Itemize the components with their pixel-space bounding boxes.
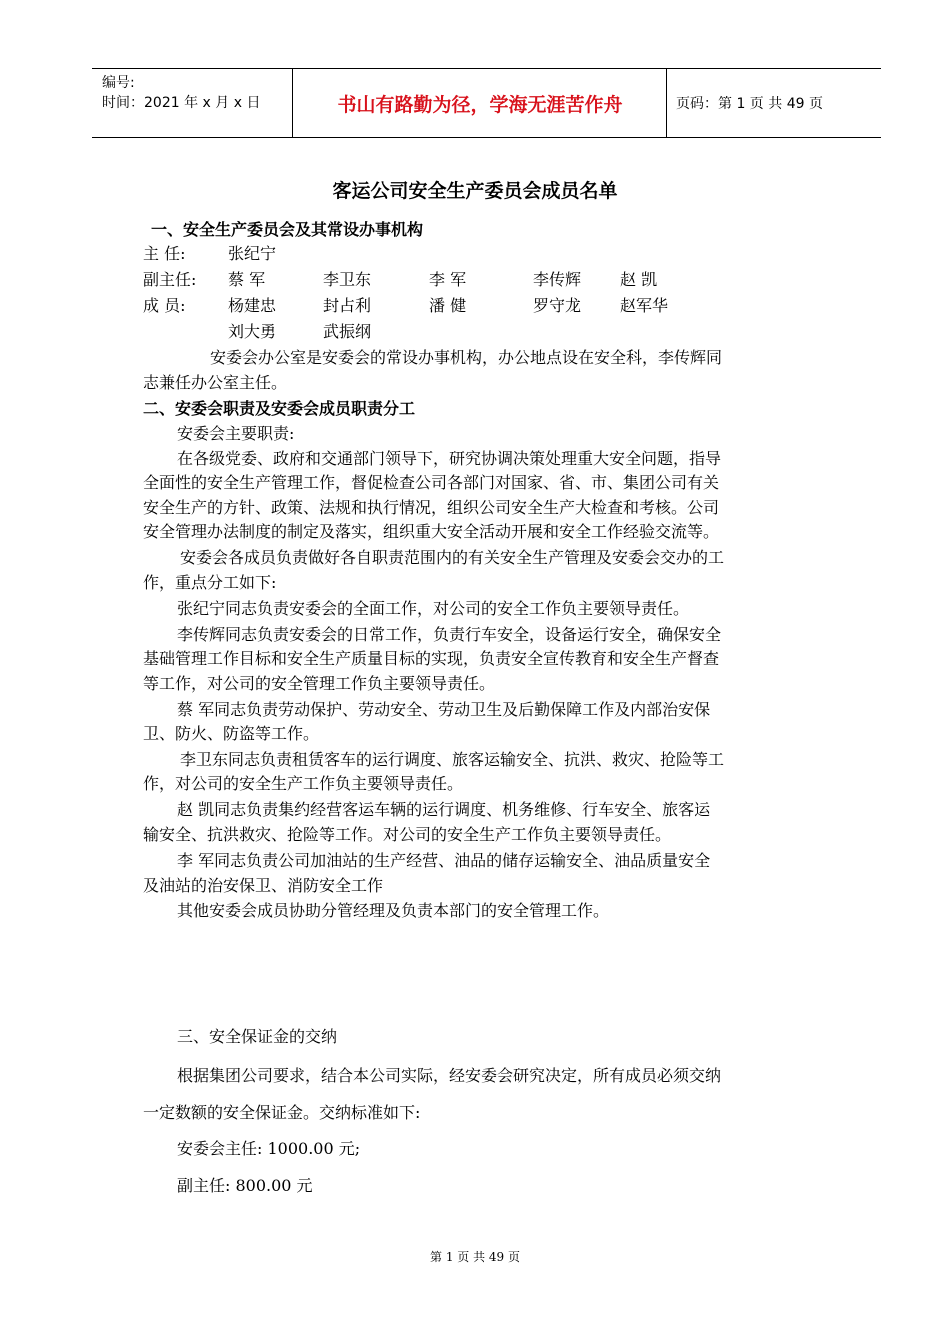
director-name: 张纪宁 [228,244,277,263]
body-line: 安委会办公室是安委会的常设办事机构，办公地点设在安全科，李传辉同 [210,348,723,367]
body-line: 输安全、抗洪救灾、抢险等工作。对公司的安全生产工作负主要领导责任。 [143,825,672,844]
body-line: 一定数额的安全保证金。交纳标准如下: [143,1103,421,1122]
body-line: 李 军同志负责公司加油站的生产经营、油品的储存运输安全、油品质量安全 [177,851,711,870]
deputy-name: 李传辉 [533,270,582,289]
code-label: 编号: [102,75,135,91]
body-line: 卫、防火、防盗等工作。 [143,724,320,743]
deputy-name: 李卫东 [323,270,372,289]
header-divider [292,69,293,137]
member-name: 刘大勇 [228,322,277,341]
body-line: 根据集团公司要求，结合本公司实际，经安委会研究决定，所有成员必须交纳 [177,1066,722,1085]
body-line: 等工作，对公司的安全管理工作负主要领导责任。 [143,674,496,693]
body-line: 作，重点分工如下: [143,573,277,592]
member-name: 杨建忠 [228,296,277,315]
section3-heading: 三、安全保证金的交纳 [177,1027,338,1046]
header-motto: 书山有路勤为径，学海无涯苦作舟 [337,93,623,116]
member-name: 赵军华 [620,296,669,315]
deputy-label: 副主任: [143,270,197,289]
body-line: 赵 凯同志负责集约经营客运车辆的运行调度、机务维修、行车安全、旅客运 [177,800,711,819]
section2-heading: 二、安委会职责及安委会成员职责分工 [143,399,416,418]
member-name: 潘 健 [429,296,467,315]
body-line: 其他安委会成员协助分管经理及负责本部门的安全管理工作。 [177,901,610,920]
body-line: 全面性的安全生产管理工作，督促检查公司各部门对国家、省、市、集团公司有关 [143,473,720,492]
header-page-info: 页码：第 1 页 共 49 页 [676,96,823,112]
body-line: 安委会各成员负责做好各自职责范围内的有关安全生产管理及安委会交办的工 [180,548,725,567]
body-line: 安委会主要职责: [177,424,295,443]
body-line: 张纪宁同志负责安委会的全面工作，对公司的安全工作负主要领导责任。 [177,599,690,618]
members-label: 成 员: [143,296,186,315]
body-line: 安委会主任: 1000.00 元; [177,1139,361,1158]
director-label: 主 任: [143,244,186,263]
page-header [92,68,881,138]
body-line: 安全管理办法制度的制定及落实，组织重大安全活动开展和安全工作经验交流等。 [143,522,720,541]
deputy-name: 赵 凯 [620,270,658,289]
body-line: 安全生产的方针、政策、法规和执行情况，组织公司安全生产大检查和考核。公司 [143,498,720,517]
body-line: 作，对公司的安全生产工作负主要领导责任。 [143,774,464,793]
page-footer: 第 1 页 共 49 页 [430,1250,520,1264]
body-line: 基础管理工作目标和安全生产质量目标的实现，负责安全宣传教育和安全生产督查 [143,649,720,668]
body-line: 及油站的治安保卫、消防安全工作 [143,876,384,895]
section1-heading: 一、安全生产委员会及其常设办事机构 [151,220,424,239]
member-name: 罗守龙 [533,296,582,315]
deputy-name: 蔡 军 [228,270,266,289]
header-meta [102,73,260,113]
document-title: 客运公司安全生产委员会成员名单 [332,180,618,202]
body-line: 李卫东同志负责租赁客车的运行调度、旅客运输安全、抗洪、救灾、抢险等工 [180,750,725,769]
body-line: 在各级党委、政府和交通部门领导下，研究协调决策处理重大安全问题，指导 [177,449,722,468]
body-line: 志兼任办公室主任。 [143,373,288,392]
body-line: 李传辉同志负责安委会的日常工作，负责行车安全，设备运行安全，确保安全 [177,625,722,644]
deputy-name: 李 军 [429,270,467,289]
member-name: 武振纲 [323,322,372,341]
member-name: 封占利 [323,296,372,315]
body-line: 副主任: 800.00 元 [177,1176,313,1195]
body-line: 蔡 军同志负责劳动保护、劳动安全、劳动卫生及后勤保障工作及内部治安保 [177,700,711,719]
time-label: 时间：2021 年 x 月 x 日 [102,95,261,111]
header-divider [666,69,667,137]
